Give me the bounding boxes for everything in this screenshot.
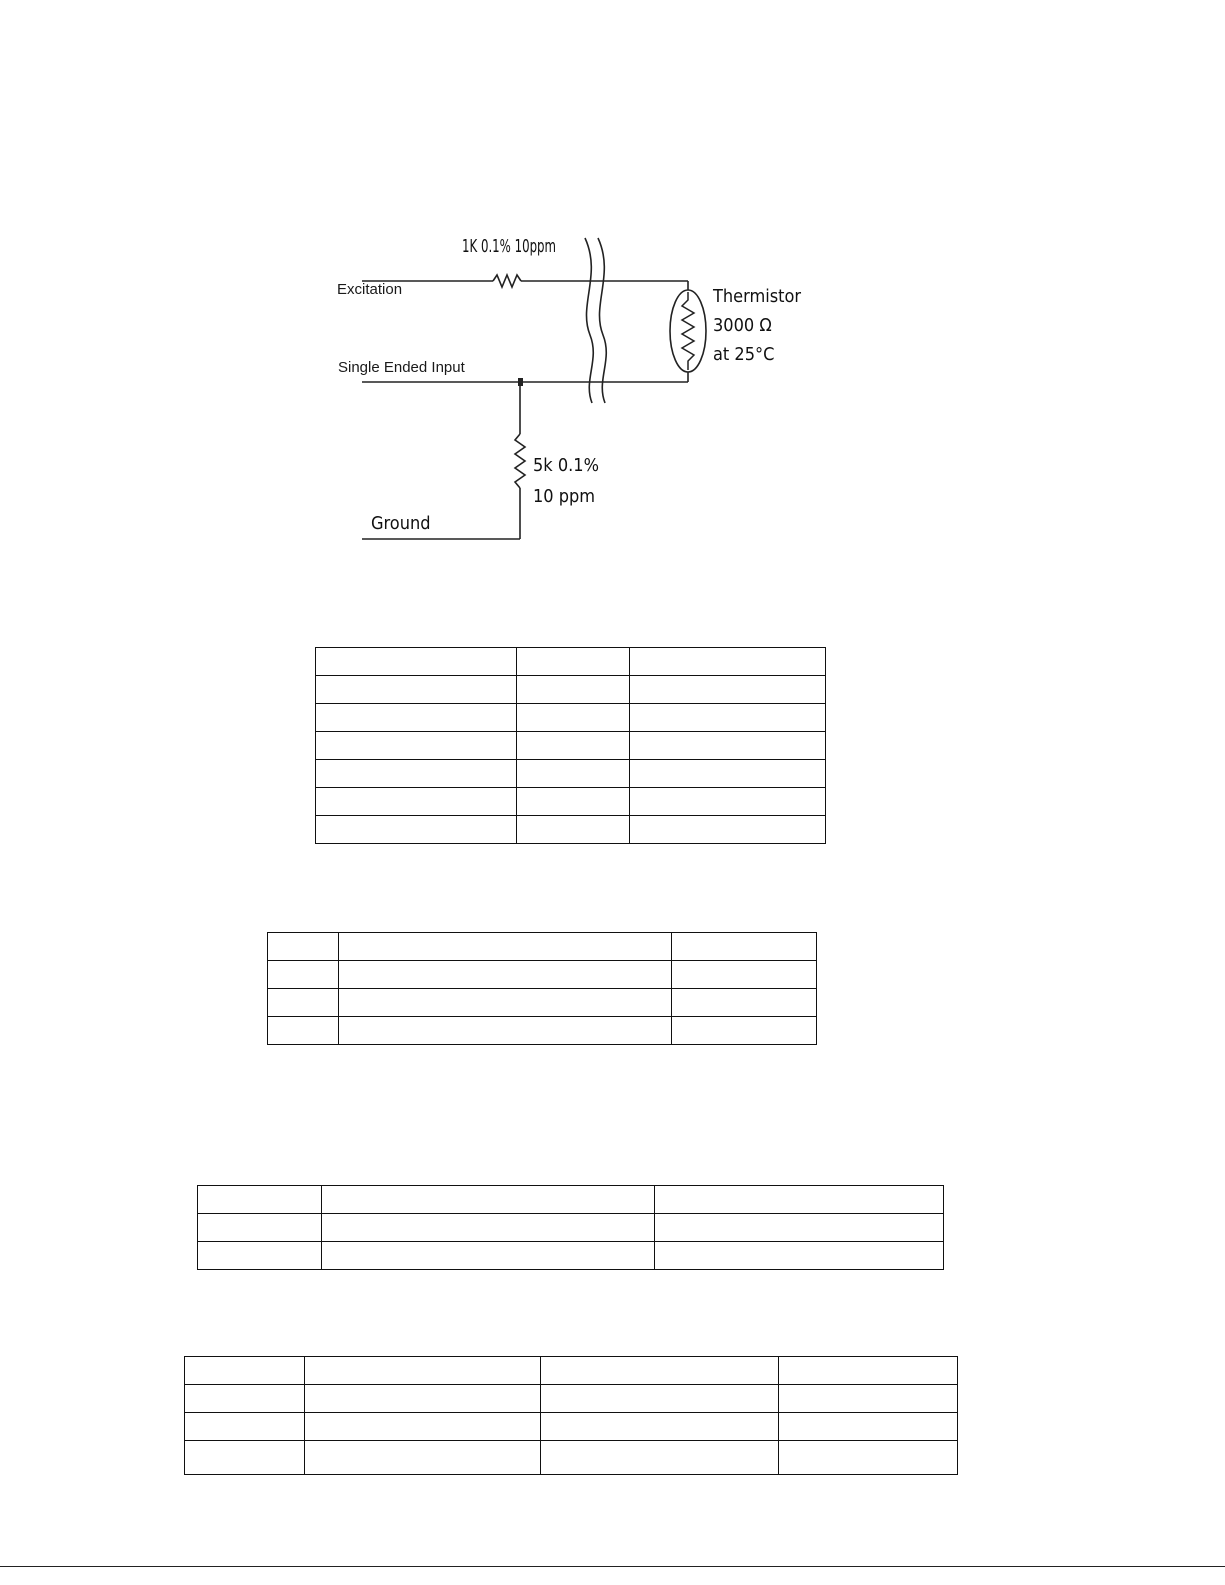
table-cell <box>517 732 630 760</box>
table-cell <box>517 676 630 704</box>
table-cell <box>672 933 817 961</box>
table-cell <box>316 816 517 844</box>
table-cell <box>672 1017 817 1045</box>
table-cell <box>305 1441 541 1475</box>
table-row <box>198 1214 944 1242</box>
table-cell <box>305 1357 541 1385</box>
table-cell <box>541 1357 779 1385</box>
table-row <box>185 1357 958 1385</box>
footer-rule <box>0 1566 1225 1567</box>
table-cell <box>655 1242 944 1270</box>
table-row <box>316 704 826 732</box>
table-row <box>185 1385 958 1413</box>
table-cell <box>339 961 672 989</box>
table-cell <box>517 648 630 676</box>
table-row <box>268 961 817 989</box>
table-cell <box>630 676 826 704</box>
table-cell <box>541 1413 779 1441</box>
single-ended-input-label: Single Ended Input <box>338 359 465 376</box>
thermistor-resistance-label: 3000 Ω <box>713 315 772 336</box>
cable-break-left <box>585 238 593 403</box>
table-cell <box>672 961 817 989</box>
resistor-5k-label-line2: 10 ppm <box>533 486 596 507</box>
table-cell <box>655 1186 944 1214</box>
table-cell <box>779 1357 958 1385</box>
table-cell <box>541 1385 779 1413</box>
table-cell <box>339 933 672 961</box>
table-row <box>268 989 817 1017</box>
table-cell <box>305 1385 541 1413</box>
table-row <box>268 1017 817 1045</box>
table-cell <box>779 1441 958 1475</box>
table-cell <box>185 1441 305 1475</box>
table-row <box>198 1186 944 1214</box>
table-cell <box>268 961 339 989</box>
resistor-5k-label-line1: 5k 0.1% <box>533 455 599 476</box>
table-cell <box>541 1441 779 1475</box>
table-cell <box>268 1017 339 1045</box>
table-row <box>268 933 817 961</box>
table-row <box>316 676 826 704</box>
table-cell <box>316 788 517 816</box>
table-cell <box>316 732 517 760</box>
table-cell <box>517 704 630 732</box>
table-cell <box>268 989 339 1017</box>
table-cell <box>322 1242 655 1270</box>
table-cell <box>630 732 826 760</box>
table-4 <box>184 1356 958 1475</box>
table-cell <box>198 1186 322 1214</box>
table-row <box>316 816 826 844</box>
table-cell <box>630 648 826 676</box>
table-cell <box>672 989 817 1017</box>
table-cell <box>185 1385 305 1413</box>
table-row <box>316 732 826 760</box>
resistor-5k-symbol <box>515 434 525 488</box>
table-cell <box>630 788 826 816</box>
table-cell <box>517 788 630 816</box>
table-cell <box>316 676 517 704</box>
table-cell <box>316 760 517 788</box>
thermistor-circuit-diagram <box>0 0 1225 600</box>
ground-label: Ground <box>371 513 431 534</box>
table-cell <box>198 1214 322 1242</box>
thermistor-temp-label: at 25°C <box>713 344 775 365</box>
table-cell <box>630 816 826 844</box>
table-cell <box>322 1214 655 1242</box>
table-cell <box>316 648 517 676</box>
table-row <box>316 788 826 816</box>
table-cell <box>305 1413 541 1441</box>
table-row <box>316 648 826 676</box>
table-cell <box>268 933 339 961</box>
table-cell <box>322 1186 655 1214</box>
cable-break-right <box>598 238 606 403</box>
table-row <box>198 1242 944 1270</box>
table-3 <box>197 1185 944 1270</box>
resistor-1k-symbol <box>493 275 521 287</box>
table-cell <box>316 704 517 732</box>
table-cell <box>339 989 672 1017</box>
table-cell <box>339 1017 672 1045</box>
table-cell <box>185 1413 305 1441</box>
table-1 <box>315 647 826 844</box>
table-cell <box>630 760 826 788</box>
table-2 <box>267 932 817 1045</box>
table-cell <box>630 704 826 732</box>
table-cell <box>779 1413 958 1441</box>
table-cell <box>779 1385 958 1413</box>
table-cell <box>655 1214 944 1242</box>
table-cell <box>517 760 630 788</box>
thermistor-label: Thermistor <box>713 286 802 307</box>
excitation-label: Excitation <box>337 281 403 298</box>
table-row <box>185 1441 958 1475</box>
table-cell <box>517 816 630 844</box>
resistor-1k-label: 1K 0.1% 10ppm <box>462 236 556 257</box>
table-row <box>185 1413 958 1441</box>
table-cell <box>198 1242 322 1270</box>
table-row <box>316 760 826 788</box>
table-cell <box>185 1357 305 1385</box>
